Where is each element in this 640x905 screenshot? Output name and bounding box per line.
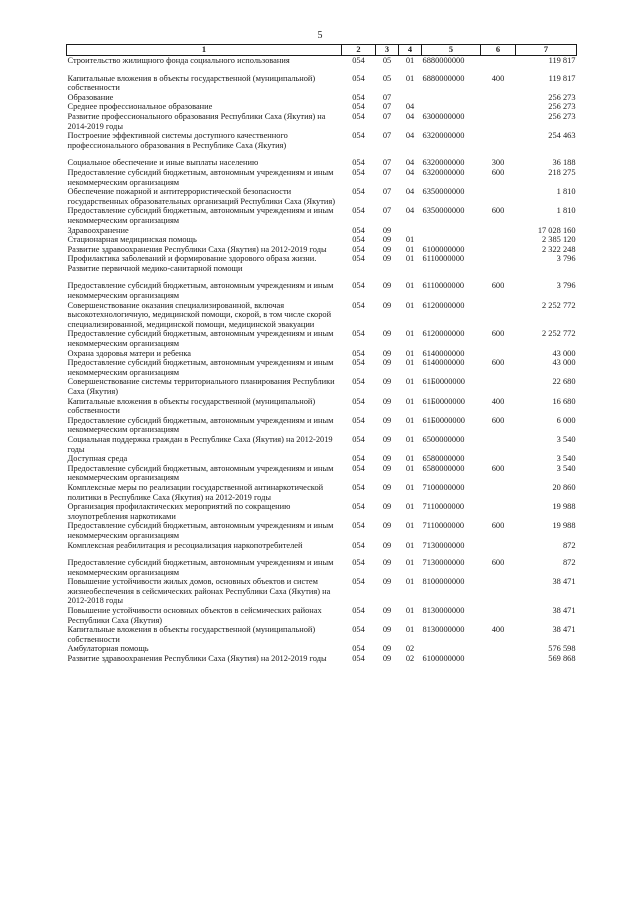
table-row bbox=[67, 235, 577, 245]
row-subsection: 01 bbox=[405, 606, 415, 616]
row-section: 07 bbox=[382, 111, 392, 121]
row-name: Обеспечение пожарной и антитеррористической безопасности государственных образовательных организаций Республики Саха (Якутия) bbox=[67, 187, 335, 206]
row-admin-code: 054 bbox=[352, 502, 365, 512]
table-spacer-row bbox=[67, 150, 577, 158]
table-row bbox=[67, 454, 577, 464]
row-subsection: 04 bbox=[405, 158, 415, 168]
row-subsection: 01 bbox=[405, 377, 415, 387]
row-name: Предоставление субсидий бюджетным, автономным учреждениям и иным некоммерческим организациям bbox=[67, 415, 334, 435]
row-target-article: 6320000000 bbox=[422, 158, 465, 168]
row-admin-code: 054 bbox=[352, 235, 365, 245]
table-row bbox=[67, 521, 577, 540]
table-row bbox=[67, 558, 577, 577]
row-amount: 3 540 bbox=[556, 463, 576, 473]
header-col-4: 4 bbox=[399, 45, 422, 56]
row-section: 05 bbox=[382, 73, 392, 83]
row-subsection: 01 bbox=[405, 396, 415, 406]
row-name: Здравоохранение bbox=[67, 225, 129, 235]
row-target-article: 6320000000 bbox=[422, 167, 465, 177]
row-admin-code: 054 bbox=[352, 206, 365, 216]
row-amount: 3 796 bbox=[556, 281, 576, 291]
table-row bbox=[67, 483, 577, 502]
row-target-article: 6100000000 bbox=[422, 654, 465, 664]
row-subsection: 04 bbox=[405, 102, 415, 112]
row-expense-type bbox=[481, 377, 516, 396]
row-expense-type bbox=[481, 112, 516, 131]
row-section: 09 bbox=[382, 482, 392, 492]
row-admin-code: 054 bbox=[352, 625, 365, 635]
row-target-article: 8130000000 bbox=[422, 606, 465, 616]
row-section: 09 bbox=[382, 377, 392, 387]
row-section: 05 bbox=[382, 56, 392, 65]
table-row bbox=[67, 625, 577, 644]
row-name: Развитие профессионального образования Республики Саха (Якутия) на 2014-2019 годы bbox=[67, 111, 326, 131]
row-section: 09 bbox=[382, 540, 392, 550]
row-expense-type bbox=[481, 606, 516, 625]
table-row bbox=[67, 56, 577, 66]
row-admin-code: 054 bbox=[352, 454, 365, 464]
row-subsection: 01 bbox=[405, 56, 415, 65]
row-section: 09 bbox=[382, 644, 392, 654]
row-amount: 43 000 bbox=[552, 348, 576, 358]
row-expense-type: 600 bbox=[491, 358, 505, 368]
table-row bbox=[67, 577, 577, 606]
row-name: Образование bbox=[67, 92, 114, 102]
row-target-article bbox=[422, 226, 481, 236]
row-admin-code: 054 bbox=[352, 415, 365, 425]
table-row bbox=[67, 464, 577, 483]
row-admin-code: 054 bbox=[352, 254, 365, 264]
row-admin-code: 054 bbox=[352, 111, 365, 121]
row-expense-type bbox=[481, 93, 516, 103]
row-admin-code: 054 bbox=[352, 358, 365, 368]
table-row bbox=[67, 435, 577, 454]
row-name: Предоставление субсидий бюджетным, автономным учреждениям и иным некоммерческим организациям bbox=[67, 329, 334, 349]
row-target-article bbox=[422, 93, 481, 103]
row-target-article: 7100000000 bbox=[422, 482, 465, 492]
row-name: Развитие здравоохранения Республики Саха (Якутия) на 2012-2019 годы bbox=[67, 244, 327, 254]
table-row bbox=[67, 254, 577, 273]
table-row bbox=[67, 606, 577, 625]
row-amount: 119 817 bbox=[548, 73, 576, 83]
row-expense-type bbox=[481, 245, 516, 255]
spacer-cell bbox=[67, 150, 577, 158]
row-expense-type: 600 bbox=[491, 558, 505, 568]
row-target-article: 6580000000 bbox=[422, 463, 465, 473]
row-name: Профилактика заболеваний и формирование здорового образа жизни. Развитие первичной медико-санитарной помощи bbox=[67, 254, 317, 273]
row-expense-type: 600 bbox=[491, 206, 505, 216]
row-expense-type bbox=[481, 435, 516, 454]
row-subsection: 01 bbox=[405, 235, 415, 245]
row-admin-code: 054 bbox=[352, 73, 365, 83]
row-amount: 38 471 bbox=[552, 577, 576, 587]
row-section: 09 bbox=[382, 625, 392, 635]
table-spacer-row bbox=[67, 66, 577, 74]
row-target-article: 7130000000 bbox=[422, 540, 465, 550]
row-name: Капитальные вложения в объекты государственной (муниципальной) собственности bbox=[67, 625, 316, 644]
row-target-article: 8100000000 bbox=[422, 577, 465, 587]
row-target-article: 6140000000 bbox=[422, 348, 465, 358]
table-row bbox=[67, 416, 577, 435]
spacer-cell bbox=[67, 550, 577, 558]
row-amount: 3 540 bbox=[556, 454, 576, 464]
row-target-article: 6110000000 bbox=[422, 281, 465, 291]
row-name: Повышение устойчивости жилых домов, основных объектов и систем жизнеобеспечения в сейсмических районах Республики Саха (Якутия) на 2012-2018 годы bbox=[67, 577, 331, 606]
row-subsection: 04 bbox=[405, 206, 415, 216]
row-name: Развитие здравоохранения Республики Саха (Якутия) на 2012-2019 годы bbox=[67, 654, 327, 664]
row-expense-type: 600 bbox=[491, 281, 505, 291]
row-amount: 19 988 bbox=[552, 521, 576, 531]
row-subsection: 01 bbox=[405, 244, 415, 254]
row-target-article: 8130000000 bbox=[422, 625, 465, 635]
row-name: Доступная среда bbox=[67, 454, 128, 464]
row-target-article: 61Б0000000 bbox=[422, 377, 465, 387]
row-section: 07 bbox=[382, 206, 392, 216]
row-section: 09 bbox=[382, 454, 392, 464]
row-subsection: 01 bbox=[405, 415, 415, 425]
table-row bbox=[67, 502, 577, 521]
row-expense-type bbox=[481, 131, 516, 150]
table-row bbox=[67, 358, 577, 377]
row-target-article: 61Б0000000 bbox=[422, 415, 465, 425]
row-admin-code: 054 bbox=[352, 348, 365, 358]
row-target-article: 7110000000 bbox=[422, 521, 465, 531]
table-body bbox=[67, 56, 577, 664]
row-target-article bbox=[422, 644, 481, 654]
row-admin-code: 054 bbox=[352, 329, 365, 339]
row-name: Амбулаторная помощь bbox=[67, 644, 149, 654]
row-section: 09 bbox=[382, 348, 392, 358]
row-name: Предоставление субсидий бюджетным, автономным учреждениям и иным некоммерческим организациям bbox=[67, 463, 334, 483]
row-target-article bbox=[422, 235, 481, 245]
table-row bbox=[67, 74, 577, 93]
row-subsection: 01 bbox=[405, 625, 415, 635]
row-target-article: 6120000000 bbox=[422, 300, 465, 310]
row-subsection: 01 bbox=[405, 348, 415, 358]
row-expense-type bbox=[481, 102, 516, 112]
row-subsection: 01 bbox=[405, 463, 415, 473]
row-name: Среднее профессиональное образование bbox=[67, 102, 213, 112]
row-section: 09 bbox=[382, 415, 392, 425]
row-expense-type bbox=[481, 644, 516, 654]
row-amount: 2 252 772 bbox=[542, 329, 576, 339]
row-target-article: 6140000000 bbox=[422, 358, 465, 368]
row-name: Предоставление субсидий бюджетным, автономным учреждениям и иным некоммерческим организациям bbox=[67, 358, 334, 377]
row-admin-code: 054 bbox=[352, 434, 365, 444]
row-section: 09 bbox=[382, 521, 392, 531]
header-col-3: 3 bbox=[376, 45, 399, 56]
row-subsection bbox=[399, 226, 422, 236]
row-expense-type bbox=[481, 349, 516, 359]
row-amount: 38 471 bbox=[552, 625, 576, 635]
budget-table bbox=[66, 44, 577, 664]
row-section: 09 bbox=[382, 244, 392, 254]
table-spacer-row bbox=[67, 550, 577, 558]
row-amount: 872 bbox=[562, 540, 576, 550]
row-expense-type bbox=[481, 483, 516, 502]
table-row bbox=[67, 654, 577, 664]
table-row bbox=[67, 397, 577, 416]
row-section: 09 bbox=[382, 558, 392, 568]
row-name: Предоставление субсидий бюджетным, автономным учреждениям и иным некоммерческим организациям bbox=[67, 521, 334, 540]
table-row bbox=[67, 102, 577, 112]
row-amount: 3 540 bbox=[556, 434, 576, 444]
row-amount: 2 252 772 bbox=[542, 300, 576, 310]
row-expense-type bbox=[481, 577, 516, 606]
row-name: Повышение устойчивости основных объектов в сейсмических районах Республики Саха (Якутия) bbox=[67, 606, 322, 625]
row-section: 09 bbox=[382, 225, 392, 235]
row-target-article: 6300000000 bbox=[422, 111, 465, 121]
row-name: Социальное обеспечение и иные выплаты населению bbox=[67, 158, 259, 168]
row-name: Комплексные меры по реализации государственной антинаркотической политики в Республике Саха (Якутия) на 2012-2019 годы bbox=[67, 482, 324, 502]
table-row bbox=[67, 329, 577, 348]
row-target-article: 6500000000 bbox=[422, 434, 465, 444]
table-row bbox=[67, 168, 577, 187]
table-row bbox=[67, 206, 577, 225]
row-subsection: 01 bbox=[405, 300, 415, 310]
row-name: Капитальные вложения в объекты государственной (муниципальной) собственности bbox=[67, 396, 316, 416]
row-expense-type: 600 bbox=[491, 329, 505, 339]
row-name: Социальная поддержка граждан в Республике Саха (Якутия) на 2012-2019 годы bbox=[67, 434, 333, 454]
row-name: Стационарная медицинская помощь bbox=[67, 235, 197, 245]
row-section: 09 bbox=[382, 577, 392, 587]
row-section: 09 bbox=[382, 254, 392, 264]
table-row bbox=[67, 301, 577, 330]
row-amount: 38 471 bbox=[552, 606, 576, 616]
row-admin-code: 054 bbox=[352, 225, 365, 235]
header-col-1: 1 bbox=[67, 45, 342, 56]
row-admin-code: 054 bbox=[352, 396, 365, 406]
row-section: 09 bbox=[382, 235, 392, 245]
table-row bbox=[67, 131, 577, 150]
row-expense-type: 600 bbox=[491, 167, 505, 177]
row-subsection: 01 bbox=[405, 540, 415, 550]
table-row bbox=[67, 245, 577, 255]
row-subsection: 01 bbox=[405, 521, 415, 531]
row-name: Предоставление субсидий бюджетным, автономным учреждениям и иным некоммерческим организациям bbox=[67, 206, 334, 225]
row-section: 09 bbox=[382, 329, 392, 339]
table-row bbox=[67, 187, 577, 206]
row-section: 09 bbox=[382, 434, 392, 444]
table-row bbox=[67, 226, 577, 236]
row-target-article: 6110000000 bbox=[422, 254, 465, 264]
row-amount: 20 860 bbox=[552, 482, 576, 492]
header-col-6: 6 bbox=[481, 45, 516, 56]
row-expense-type: 300 bbox=[491, 158, 505, 168]
row-admin-code: 054 bbox=[352, 644, 365, 654]
row-name: Капитальные вложения в объекты государственной (муниципальной) собственности bbox=[67, 73, 316, 93]
row-subsection: 01 bbox=[405, 254, 415, 264]
row-subsection: 01 bbox=[405, 358, 415, 368]
table-row bbox=[67, 158, 577, 168]
header-col-5: 5 bbox=[422, 45, 481, 56]
row-section: 09 bbox=[382, 396, 392, 406]
row-section: 07 bbox=[382, 131, 392, 141]
row-section: 07 bbox=[382, 167, 392, 177]
row-expense-type: 400 bbox=[491, 625, 505, 635]
row-expense-type: 400 bbox=[491, 73, 505, 83]
row-expense-type bbox=[481, 502, 516, 521]
row-admin-code: 054 bbox=[352, 92, 365, 102]
row-admin-code: 054 bbox=[352, 606, 365, 616]
row-admin-code: 054 bbox=[352, 654, 365, 664]
row-admin-code: 054 bbox=[352, 482, 365, 492]
row-admin-code: 054 bbox=[352, 167, 365, 177]
row-admin-code: 054 bbox=[352, 56, 365, 65]
row-section: 09 bbox=[382, 463, 392, 473]
table-spacer-row bbox=[67, 273, 577, 281]
row-name: Комплексная реабилитация и ресоциализация наркопотребителей bbox=[67, 540, 303, 550]
table-header-row bbox=[67, 45, 577, 56]
row-subsection: 04 bbox=[405, 111, 415, 121]
row-expense-type bbox=[481, 654, 516, 664]
row-section: 09 bbox=[382, 606, 392, 616]
spacer-cell bbox=[67, 273, 577, 281]
row-subsection: 01 bbox=[405, 434, 415, 444]
row-section: 09 bbox=[382, 281, 392, 291]
row-amount: 16 680 bbox=[552, 396, 576, 406]
row-section: 07 bbox=[382, 187, 392, 197]
row-amount: 3 796 bbox=[556, 254, 576, 264]
row-expense-type: 400 bbox=[491, 396, 505, 406]
row-amount: 6 000 bbox=[556, 415, 576, 425]
table-row bbox=[67, 349, 577, 359]
row-admin-code: 054 bbox=[352, 281, 365, 291]
row-expense-type bbox=[481, 56, 516, 66]
row-subsection: 01 bbox=[405, 482, 415, 492]
row-section: 09 bbox=[382, 654, 392, 664]
row-expense-type bbox=[481, 301, 516, 330]
row-amount: 872 bbox=[562, 558, 576, 568]
row-subsection: 02 bbox=[405, 654, 415, 664]
row-expense-type bbox=[481, 235, 516, 245]
row-name: Построение эффективной системы доступного качественного профессионального образования в Республике Саха (Якутия) bbox=[67, 131, 288, 150]
row-amount: 43 000 bbox=[552, 358, 576, 368]
row-target-article: 6880000000 bbox=[422, 73, 465, 83]
row-subsection: 04 bbox=[405, 187, 415, 197]
row-name: Предоставление субсидий бюджетным, автономным учреждениям и иным некоммерческим организациям bbox=[67, 558, 334, 577]
row-target-article: 61Б0000000 bbox=[422, 396, 465, 406]
row-target-article: 7130000000 bbox=[422, 558, 465, 568]
row-amount: 218 275 bbox=[548, 167, 576, 177]
row-name: Предоставление субсидий бюджетным, автономным учреждениям и иным некоммерческим организациям bbox=[67, 281, 334, 301]
row-admin-code: 054 bbox=[352, 577, 365, 587]
row-subsection: 04 bbox=[405, 167, 415, 177]
row-admin-code: 054 bbox=[352, 158, 365, 168]
row-target-article: 6580000000 bbox=[422, 454, 465, 464]
row-section: 07 bbox=[382, 102, 392, 112]
row-subsection: 01 bbox=[405, 577, 415, 587]
spacer-cell bbox=[67, 66, 577, 74]
row-section: 09 bbox=[382, 502, 392, 512]
table-row bbox=[67, 281, 577, 300]
row-admin-code: 054 bbox=[352, 131, 365, 141]
row-amount: 36 188 bbox=[552, 158, 576, 168]
row-amount: 569 868 bbox=[548, 654, 576, 664]
row-amount: 576 598 bbox=[548, 644, 576, 654]
header-col-7: 7 bbox=[516, 45, 577, 56]
row-target-article: 6100000000 bbox=[422, 244, 465, 254]
row-admin-code: 054 bbox=[352, 463, 365, 473]
table-row bbox=[67, 644, 577, 654]
table-row bbox=[67, 112, 577, 131]
row-expense-type: 600 bbox=[491, 415, 505, 425]
row-amount: 2 385 120 bbox=[542, 235, 576, 245]
row-subsection: 01 bbox=[405, 454, 415, 464]
row-target-article: 7110000000 bbox=[422, 502, 465, 512]
row-subsection: 02 bbox=[405, 644, 415, 654]
row-admin-code: 054 bbox=[352, 187, 365, 197]
header-col-2: 2 bbox=[342, 45, 376, 56]
row-admin-code: 054 bbox=[352, 558, 365, 568]
row-target-article: 6350000000 bbox=[422, 206, 465, 216]
row-name: Организация профилактических мероприятий по сокращению злоупотребления наркотиками bbox=[67, 502, 291, 521]
row-amount: 17 028 160 bbox=[537, 225, 576, 235]
row-amount: 256 273 bbox=[548, 102, 576, 112]
row-expense-type: 600 bbox=[491, 521, 505, 531]
row-expense-type bbox=[481, 254, 516, 273]
page-number: 5 bbox=[317, 30, 323, 41]
row-section: 07 bbox=[382, 158, 392, 168]
row-expense-type bbox=[481, 541, 516, 551]
row-amount: 256 273 bbox=[548, 92, 576, 102]
row-target-article: 6120000000 bbox=[422, 329, 465, 339]
row-section: 07 bbox=[382, 92, 392, 102]
row-name: Совершенствование оказания специализированной, включая высокотехнологичную, медицинской помощи, скорой, в том числе скорой специализированной, медицинской помощи, медицинской эвакуации bbox=[67, 300, 332, 329]
row-expense-type bbox=[481, 226, 516, 236]
row-target-article bbox=[422, 102, 481, 112]
row-amount: 1 810 bbox=[556, 187, 576, 197]
row-subsection: 01 bbox=[405, 502, 415, 512]
row-subsection: 01 bbox=[405, 281, 415, 291]
row-admin-code: 054 bbox=[352, 102, 365, 112]
row-name: Совершенствование системы территориального планирования Республики Саха (Якутия) bbox=[67, 377, 335, 396]
row-amount: 1 810 bbox=[556, 206, 576, 216]
row-amount: 254 463 bbox=[548, 131, 576, 141]
table-row bbox=[67, 377, 577, 396]
row-name: Охрана здоровья матери и ребенка bbox=[67, 348, 192, 358]
row-subsection: 04 bbox=[405, 131, 415, 141]
row-subsection: 01 bbox=[405, 73, 415, 83]
row-subsection: 01 bbox=[405, 329, 415, 339]
row-amount: 119 817 bbox=[548, 56, 576, 65]
row-target-article: 6320000000 bbox=[422, 131, 465, 141]
row-amount: 19 988 bbox=[552, 502, 576, 512]
row-amount: 2 322 248 bbox=[542, 244, 576, 254]
row-admin-code: 054 bbox=[352, 521, 365, 531]
row-expense-type bbox=[481, 454, 516, 464]
row-amount: 22 680 bbox=[552, 377, 576, 387]
table-row bbox=[67, 93, 577, 103]
row-admin-code: 054 bbox=[352, 540, 365, 550]
row-expense-type bbox=[481, 187, 516, 206]
row-admin-code: 054 bbox=[352, 300, 365, 310]
row-admin-code: 054 bbox=[352, 244, 365, 254]
row-section: 09 bbox=[382, 358, 392, 368]
row-section: 09 bbox=[382, 300, 392, 310]
row-target-article: 6350000000 bbox=[422, 187, 465, 197]
row-expense-type: 600 bbox=[491, 463, 505, 473]
row-target-article: 6880000000 bbox=[422, 56, 465, 65]
row-subsection: 01 bbox=[405, 558, 415, 568]
row-amount: 256 273 bbox=[548, 111, 576, 121]
row-subsection bbox=[399, 93, 422, 103]
row-admin-code: 054 bbox=[352, 377, 365, 387]
row-name: Строительство жилищного фонда социального использования bbox=[67, 56, 290, 65]
row-name: Предоставление субсидий бюджетным, автономным учреждениям и иным некоммерческим организациям bbox=[67, 167, 334, 187]
table-row bbox=[67, 541, 577, 551]
